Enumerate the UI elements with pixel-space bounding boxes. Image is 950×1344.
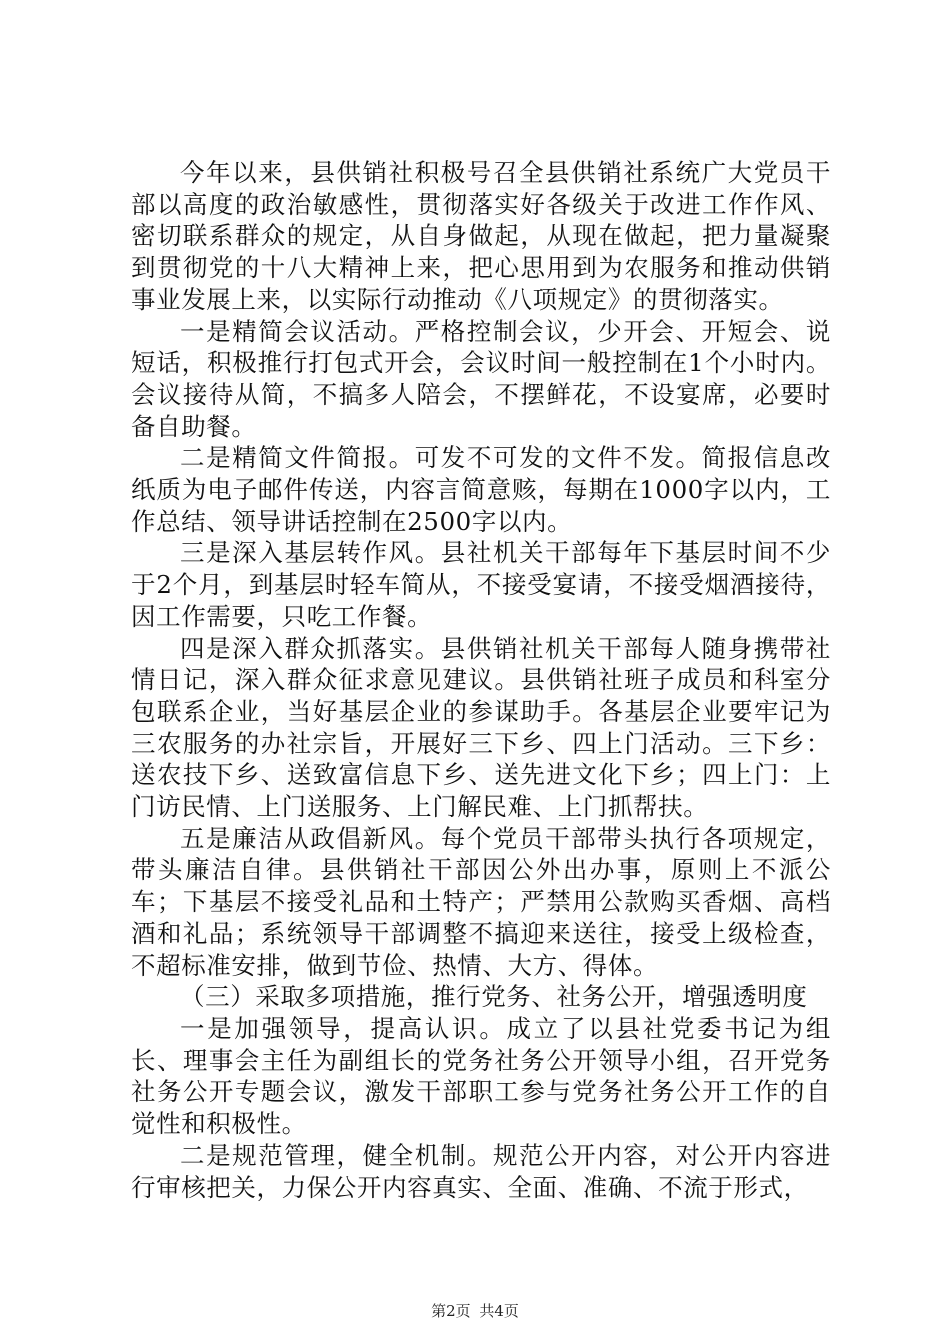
paragraph-item-7: 二是规范管理，健全机制。规范公开内容，对公开内容进行审核把关，力保公开内容真实、全面、准确、不流于形式， <box>131 1140 831 1202</box>
paragraph-item-3: 三是深入基层转作风。县社机关干部每年下基层时间不少于2个月，到基层时轻车简从，不接受宴请，不接受烟酒接待，因工作需要，只吃工作餐。 <box>131 538 831 631</box>
paragraph-item-4: 四是深入群众抓落实。县供销社机关干部每人随身携带社情日记，深入群众征求意见建议。县供销社班子成员和科室分包联系企业，当好基层企业的参谋助手。各基层企业要牢记为三农服务的办社宗旨，开展好三下乡、四上门活动。三下乡：送农技下乡、送致富信息下乡、送先进文化下乡；四上门：上门访民情、上门送服务、上门解民难、上门抓帮扶。 <box>131 633 831 822</box>
paragraph-item-6: 一是加强领导，提高认识。成立了以县社党委书记为组长、理事会主任为副组长的党务社务公开领导小组，召开党务社务公开专题会议，激发干部职工参与党务社务公开工作的自觉性和积极性。 <box>131 1013 831 1139</box>
paragraph-item-5: 五是廉洁从政倡新风。每个党员干部带头执行各项规定，带头廉洁自律。县供销社干部因公外出办事，原则上不派公车；下基层不接受礼品和土特产；严禁用公款购买香烟、高档酒和礼品；系统领导干部调整不搞迎来送往，接受上级检查，不超标准安排，做到节俭、热情、大方、得体。 <box>131 823 831 980</box>
page-number: 第2页 <box>431 1302 471 1320</box>
section-heading: （三）采取多项措施，推行党务、社务公开，增强透明度 <box>180 982 808 1012</box>
page-footer <box>0 1300 950 1321</box>
paragraph-intro: 今年以来，县供销社积极号召全县供销社系统广大党员干部以高度的政治敏感性，贯彻落实好各级关于改进工作作风、密切联系群众的规定，从自身做起，从现在做起，把力量凝聚到贯彻党的十八大精神上来，把心思用到为农服务和推动供销事业发展上来，以实际行动推动《八项规定》的贯彻落实。 <box>131 158 831 314</box>
page-total: 共4页 <box>479 1302 519 1320</box>
document-body <box>131 157 831 1203</box>
paragraph-item-2: 二是精简文件简报。可发不可发的文件不发。简报信息改纸质为电子邮件传送，内容言简意赅，每期在1000字以内，工作总结、领导讲话控制在2500字以内。 <box>131 443 831 536</box>
paragraph-item-1: 一是精简会议活动。严格控制会议，少开会、开短会、说短话，积极推行打包式开会，会议时间一般控制在1个小时内。会议接待从简，不搞多人陪会，不摆鲜花，不设宴席，必要时备自助餐。 <box>131 316 831 441</box>
